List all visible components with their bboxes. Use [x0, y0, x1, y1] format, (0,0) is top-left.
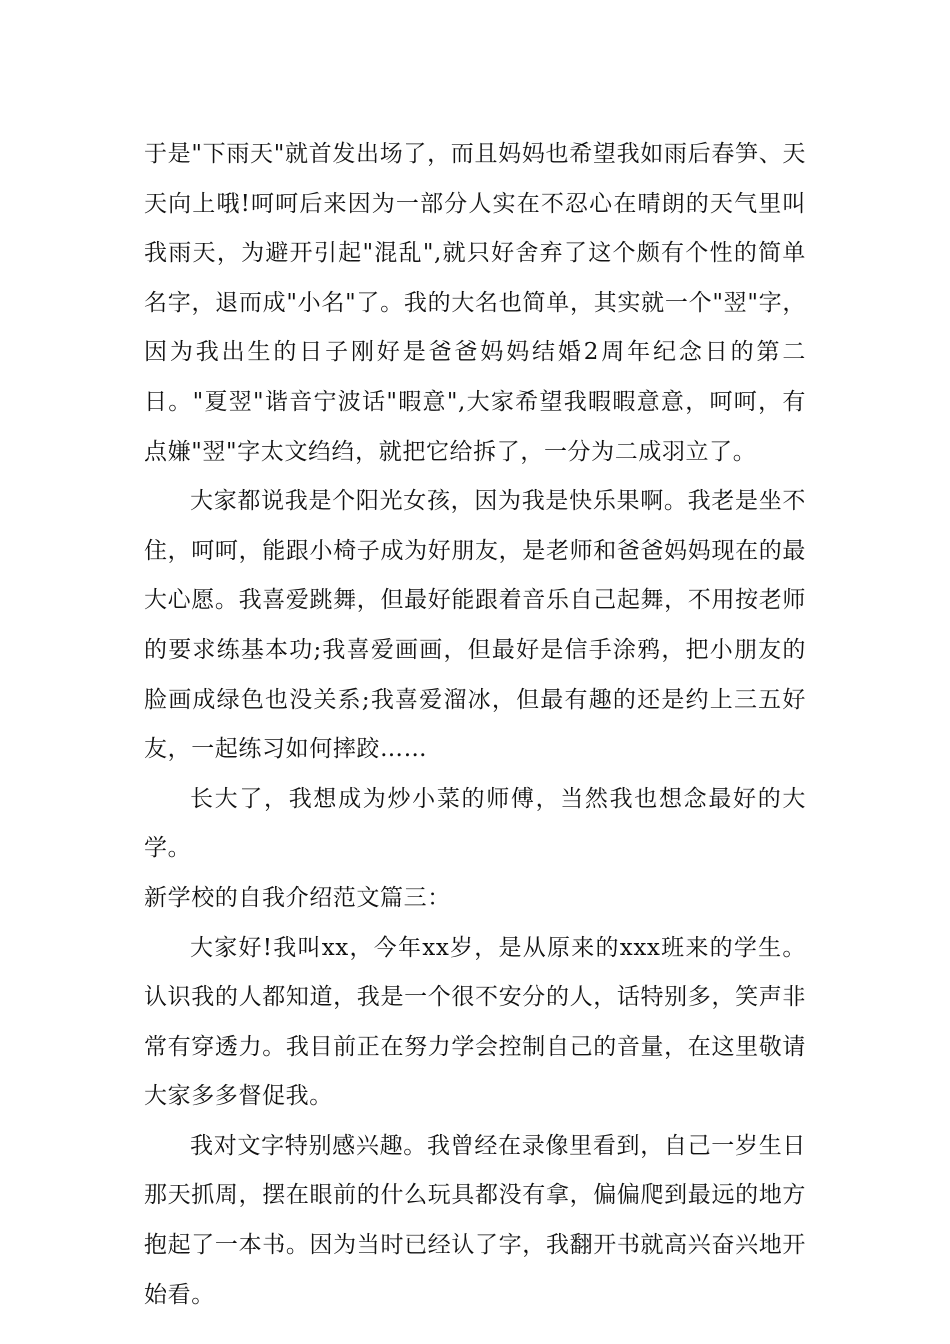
paragraph-name-origin: 于是"下雨天"就首发出场了，而且妈妈也希望我如雨后春笋、天天向上哦!呵呵后来因为一部分人实在不忍心在晴朗的天气里叫我雨天，为避开引起"混乱",就只好舍弃了这个颇有个性的简单名字，退而成"小名"了。我的大名也简单，其实就一个"翌"字，因为我出生的日子刚好是爸爸妈妈结婚2周年纪念日的第二日。"夏翌"谐音宁波话"暇意",大家希望我暇暇意意，呵呵，有点嫌"翌"字太文绉绉，就把它给拆了，一分为二成羽立了。 [144, 141, 806, 465]
paragraph-reading-interest: 我对文字特别感兴趣。我曾经在录像里看到，自己一岁生日那天抓周，摆在眼前的什么玩具都没有拿，偏偏爬到最远的地方抱起了一本书。因为当时已经认了字，我翻开书就高兴奋兴地开始看。 [144, 1132, 806, 1308]
paragraph-personality: 大家都说我是个阳光女孩，因为我是快乐果啊。我老是坐不住，呵呵，能跟小椅子成为好朋友，是老师和爸爸妈妈现在的最大心愿。我喜爱跳舞，但最好能跟着音乐自己起舞，不用按老师的要求练基本功;我喜爱画画，但最好是信手涂鸦，把小朋友的脸画成绿色也没关系;我喜爱溜冰，但最有趣的还是约上三五好友，一起练习如何摔跤…… [144, 488, 806, 763]
paragraph-greeting: 大家好!我叫xx，今年xx岁，是从原来的xxx班来的学生。认识我的人都知道，我是一个很不安分的人，话特别多，笑声非常有穿透力。我目前正在努力学会控制自己的音量，在这里敬请大家多多督促我。 [144, 934, 806, 1110]
paragraph-aspiration: 长大了，我想成为炒小菜的师傅，当然我也想念最好的大学。 [144, 785, 806, 862]
document-page [144, 130, 806, 1320]
section-heading: 新学校的自我介绍范文篇三： [144, 884, 451, 911]
